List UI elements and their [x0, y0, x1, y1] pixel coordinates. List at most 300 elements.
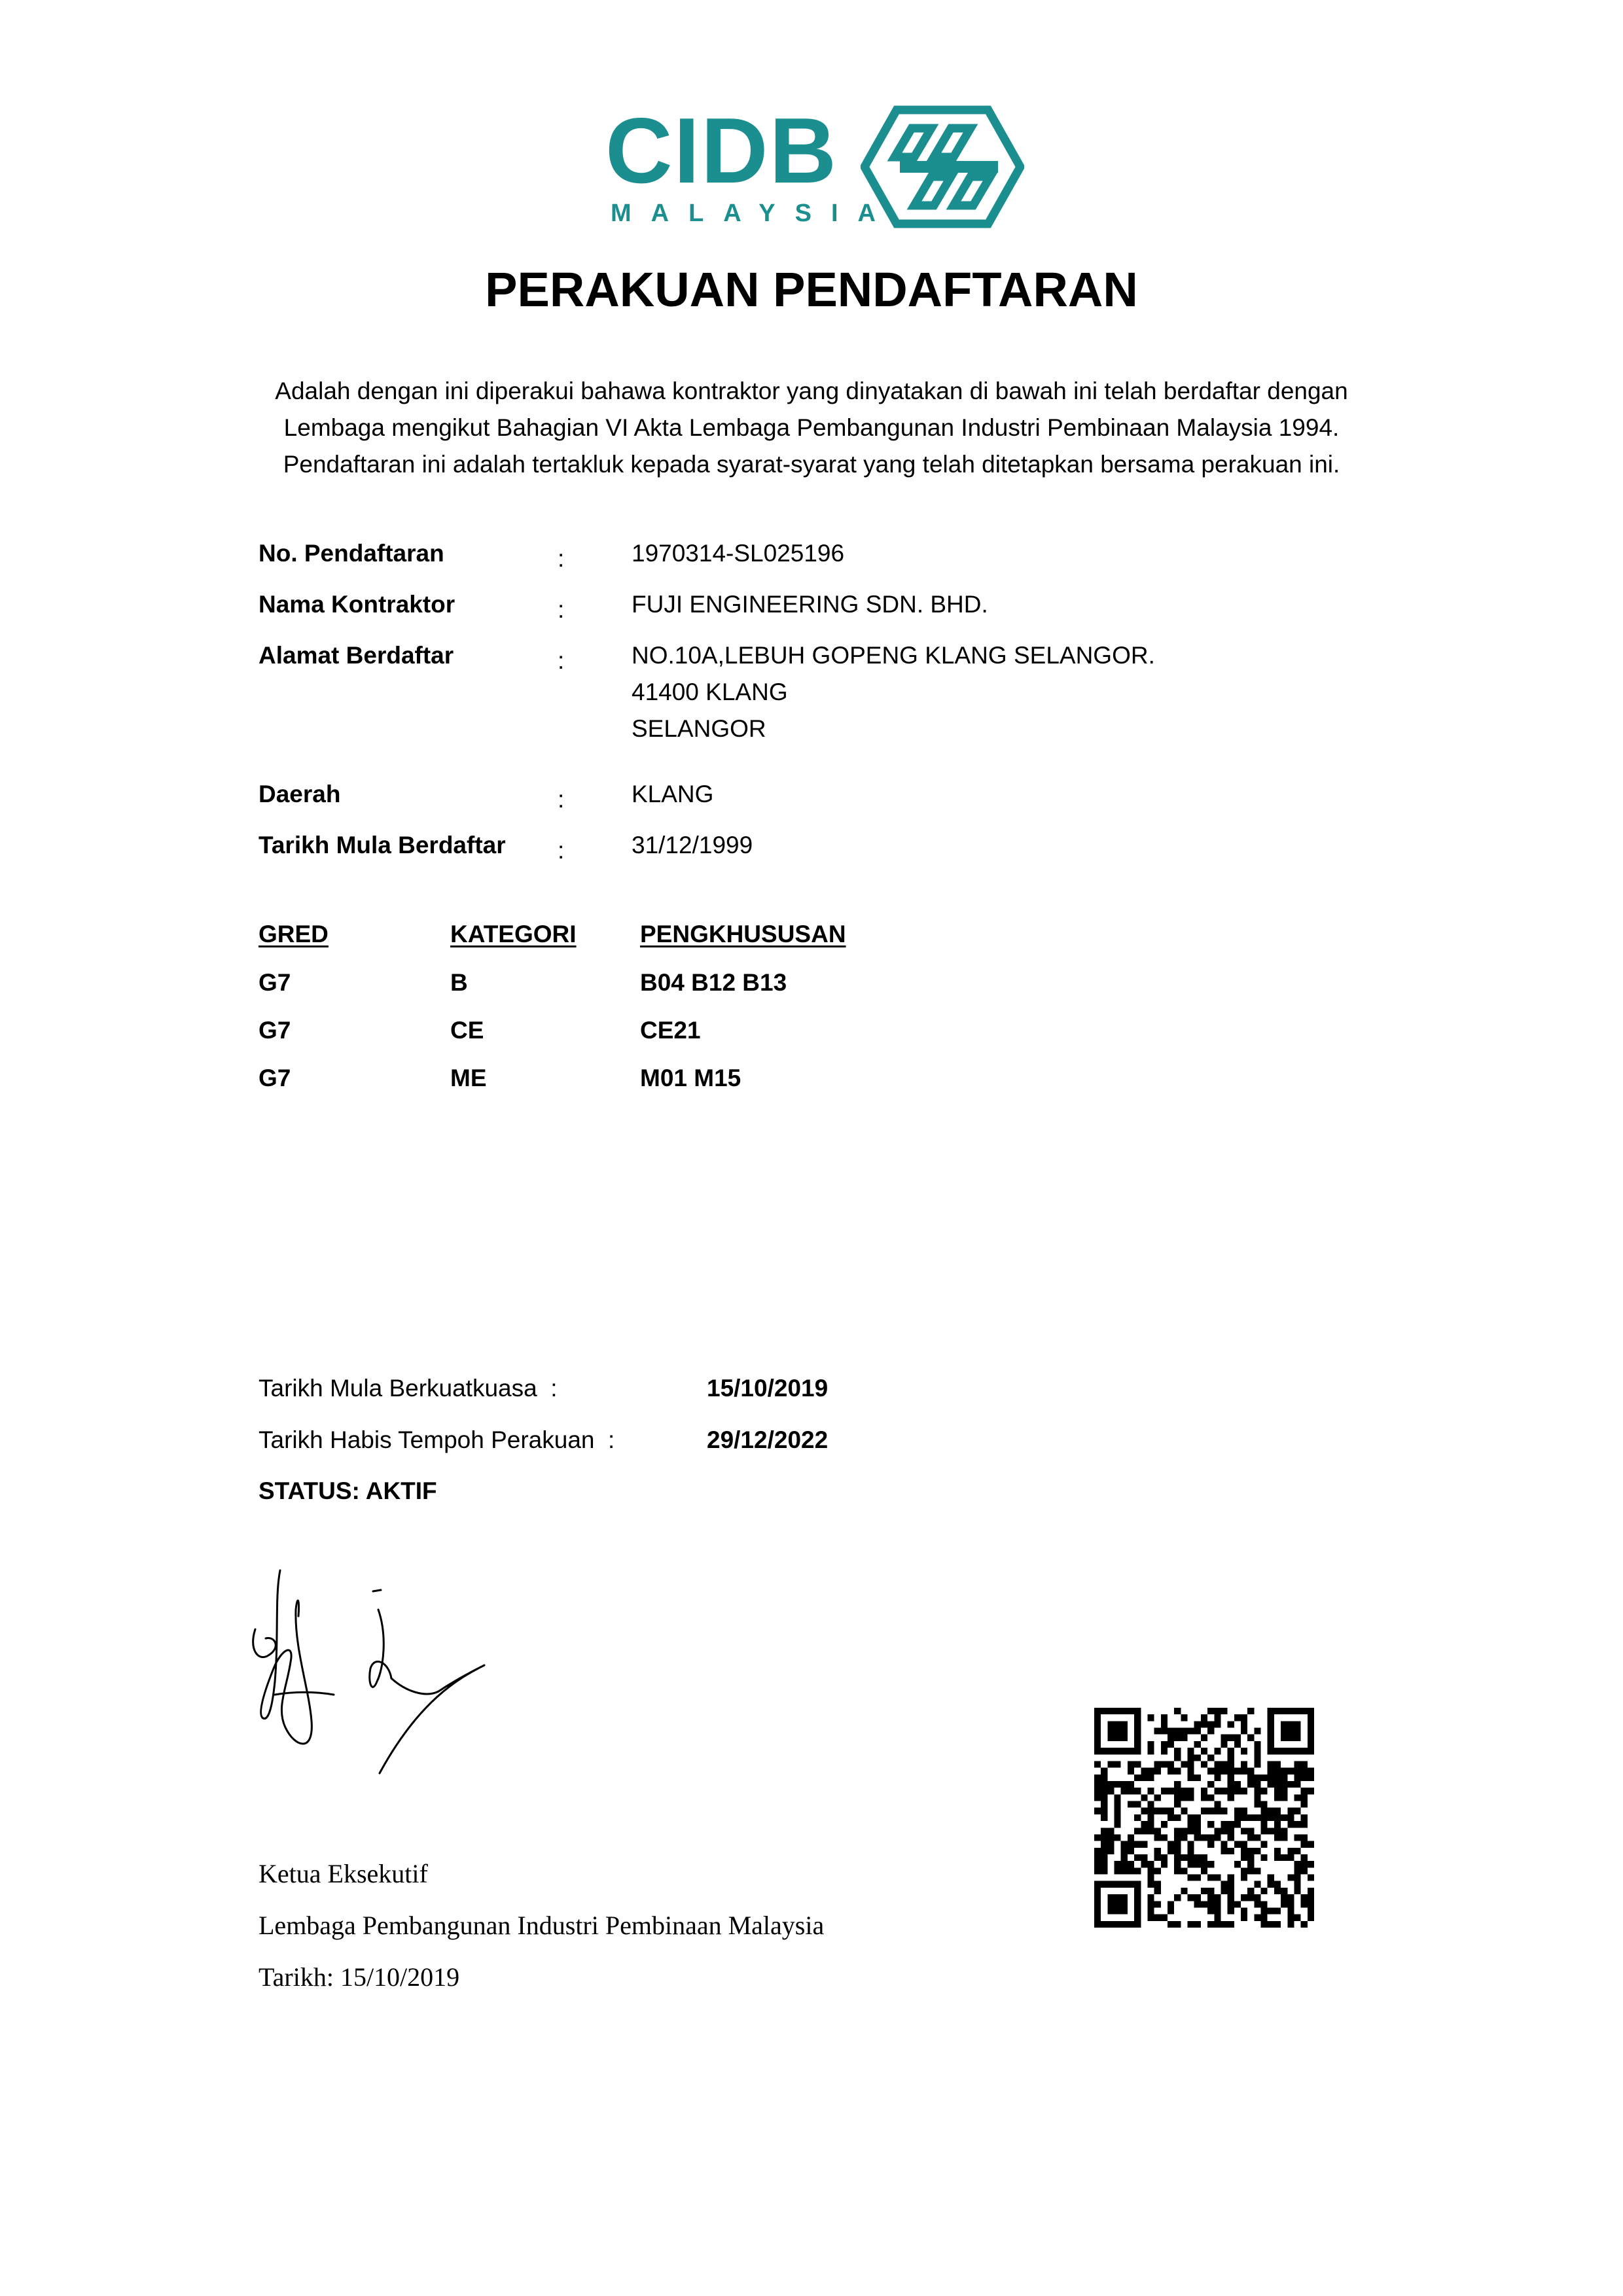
qr-module [1268, 1735, 1274, 1741]
qr-module [1294, 1881, 1300, 1888]
qr-module [1247, 1848, 1254, 1854]
qr-module [1101, 1768, 1107, 1775]
qr-module [1294, 1861, 1300, 1867]
qr-module [1115, 1801, 1121, 1808]
qr-module [1174, 1748, 1181, 1754]
qr-module [1121, 1861, 1128, 1867]
qr-module [1128, 1788, 1134, 1794]
qr-module [1181, 1714, 1187, 1721]
qr-module [1228, 1921, 1234, 1928]
qr-module [1147, 1861, 1154, 1867]
qr-module [1121, 1901, 1128, 1907]
qr-module [1247, 1735, 1254, 1741]
qr-module [1281, 1814, 1287, 1821]
qr-module [1174, 1728, 1181, 1735]
qr-module [1287, 1721, 1294, 1727]
qr-module [1094, 1728, 1101, 1735]
qr-module [1247, 1894, 1254, 1901]
qr-module [1254, 1848, 1260, 1854]
qr-module [1294, 1867, 1300, 1874]
qr-module [1228, 1748, 1234, 1754]
qr-module [1281, 1708, 1287, 1714]
qr-module [1281, 1781, 1287, 1788]
tarikh-habis-tempoh-value: 29/12/2022 [707, 1426, 829, 1453]
table-cell: CE21 [640, 1017, 701, 1044]
qr-module [1274, 1808, 1281, 1814]
qr-module [1274, 1794, 1281, 1801]
field-separator: : [558, 596, 565, 623]
qr-module [1214, 1828, 1221, 1834]
qr-module [1194, 1775, 1201, 1781]
qr-module [1281, 1854, 1287, 1861]
qr-module [1188, 1861, 1194, 1867]
qr-module [1281, 1894, 1287, 1901]
field-separator: : [558, 545, 565, 572]
qr-module [1287, 1708, 1294, 1714]
qr-module [1134, 1867, 1141, 1874]
qr-module [1281, 1735, 1287, 1741]
qr-module [1287, 1848, 1294, 1854]
qr-module [1254, 1867, 1260, 1874]
qr-module [1254, 1761, 1260, 1767]
qr-module [1094, 1775, 1101, 1781]
qr-module [1301, 1834, 1308, 1841]
qr-module [1154, 1834, 1161, 1841]
qr-module [1115, 1748, 1121, 1754]
qr-module [1201, 1854, 1207, 1861]
qr-module [1254, 1728, 1260, 1735]
qr-module [1201, 1794, 1207, 1801]
qr-module [1174, 1828, 1181, 1834]
qr-module [1094, 1867, 1101, 1874]
qr-module [1241, 1867, 1247, 1874]
qr-module [1274, 1788, 1281, 1794]
qr-module [1107, 1894, 1114, 1901]
qr-module [1268, 1808, 1274, 1814]
qr-module [1188, 1748, 1194, 1754]
qr-module [1247, 1781, 1254, 1788]
qr-module [1194, 1861, 1201, 1867]
qr-module [1287, 1875, 1294, 1881]
qr-module [1101, 1867, 1107, 1874]
qr-module [1194, 1901, 1201, 1907]
qr-module [1161, 1721, 1168, 1727]
qr-module [1268, 1728, 1274, 1735]
qr-module [1094, 1854, 1101, 1861]
qr-module [1174, 1708, 1181, 1714]
table-header-gred: GRED [259, 921, 329, 947]
qr-module [1128, 1881, 1134, 1888]
qr-module [1134, 1775, 1141, 1781]
qr-module [1207, 1781, 1214, 1788]
qr-module [1174, 1781, 1181, 1788]
qr-module [1301, 1861, 1308, 1867]
qr-module [1294, 1915, 1300, 1921]
qr-module [1194, 1854, 1201, 1861]
qr-module [1308, 1907, 1314, 1914]
qr-module [1287, 1814, 1294, 1821]
qr-module [1101, 1775, 1107, 1781]
qr-module [1241, 1841, 1247, 1848]
qr-module [1201, 1867, 1207, 1874]
qr-module [1254, 1788, 1260, 1794]
qr-module [1194, 1921, 1201, 1928]
qr-module [1207, 1721, 1214, 1727]
qr-module [1101, 1921, 1107, 1928]
qr-module [1268, 1814, 1274, 1821]
qr-module [1094, 1834, 1101, 1841]
qr-module [1128, 1768, 1134, 1775]
qr-module [1294, 1848, 1300, 1854]
qr-module [1287, 1808, 1294, 1814]
qr-code-icon [1094, 1708, 1314, 1928]
qr-module [1274, 1828, 1281, 1834]
qr-module [1181, 1834, 1187, 1841]
qr-module [1287, 1854, 1294, 1861]
qr-module [1274, 1881, 1281, 1888]
qr-module [1214, 1921, 1221, 1928]
qr-module [1221, 1708, 1227, 1714]
daerah-label: Daerah [259, 781, 341, 807]
qr-module [1254, 1748, 1260, 1754]
qr-module [1094, 1915, 1101, 1921]
qr-module [1194, 1834, 1201, 1841]
qr-module [1261, 1907, 1268, 1914]
qr-module [1207, 1894, 1214, 1901]
qr-module [1134, 1915, 1141, 1921]
qr-module [1128, 1781, 1134, 1788]
qr-module [1141, 1854, 1147, 1861]
qr-module [1134, 1828, 1141, 1834]
qr-module [1147, 1775, 1154, 1781]
qr-module [1294, 1834, 1300, 1841]
qr-module [1301, 1894, 1308, 1901]
qr-module [1168, 1788, 1174, 1794]
qr-module [1101, 1828, 1107, 1834]
qr-module [1161, 1834, 1168, 1841]
qr-module [1214, 1875, 1221, 1881]
qr-module [1294, 1781, 1300, 1788]
qr-module [1147, 1821, 1154, 1828]
status-text: STATUS: AKTIF [259, 1477, 437, 1504]
tarikh-mula-berkuatkuasa-label: Tarikh Mula Berkuatkuasa : [259, 1375, 558, 1402]
daerah-value: KLANG [632, 781, 714, 807]
qr-module [1254, 1915, 1260, 1921]
qr-module [1094, 1714, 1101, 1721]
qr-module [1154, 1808, 1161, 1814]
qr-module [1214, 1775, 1221, 1781]
logo-country-text: MALAYSIA [611, 200, 895, 227]
qr-module [1228, 1775, 1234, 1781]
qr-module [1134, 1907, 1141, 1914]
qr-module [1107, 1708, 1114, 1714]
alamat-line: SELANGOR [632, 715, 766, 742]
qr-module [1174, 1834, 1181, 1841]
qr-module [1274, 1907, 1281, 1914]
qr-module [1188, 1841, 1194, 1848]
qr-module [1221, 1888, 1227, 1894]
qr-module [1128, 1861, 1134, 1867]
qr-module [1141, 1828, 1147, 1834]
qr-module [1308, 1708, 1314, 1714]
qr-module [1101, 1801, 1107, 1808]
qr-module [1287, 1748, 1294, 1754]
qr-module [1121, 1708, 1128, 1714]
qr-module [1281, 1794, 1287, 1801]
qr-module [1294, 1728, 1300, 1735]
qr-module [1107, 1848, 1114, 1854]
qr-module [1308, 1728, 1314, 1735]
qr-module [1214, 1761, 1221, 1767]
qr-module [1168, 1728, 1174, 1735]
qr-module [1281, 1748, 1287, 1754]
qr-module [1294, 1708, 1300, 1714]
qr-module [1134, 1761, 1141, 1767]
qr-module [1294, 1721, 1300, 1727]
table-cell: CE [450, 1017, 484, 1044]
qr-module [1268, 1714, 1274, 1721]
qr-module [1254, 1894, 1260, 1901]
qr-module [1161, 1915, 1168, 1921]
qr-module [1168, 1768, 1174, 1775]
logo-brand-text: CIDB [605, 99, 838, 203]
qr-module [1221, 1921, 1227, 1928]
qr-module [1247, 1888, 1254, 1894]
qr-module [1174, 1867, 1181, 1874]
qr-module [1201, 1721, 1207, 1727]
qr-module [1241, 1915, 1247, 1921]
qr-module [1174, 1921, 1181, 1928]
qr-module [1094, 1781, 1101, 1788]
qr-module [1274, 1781, 1281, 1788]
tarikh-mula-berkuatkuasa-value: 15/10/2019 [707, 1375, 829, 1402]
alamat-value [632, 637, 1155, 747]
intro-line: Pendaftaran ini adalah tertakluk kepada syarat-syarat yang telah ditetapkan bersama perakuan ini. [283, 451, 1340, 478]
qr-module [1115, 1921, 1121, 1928]
qr-module [1268, 1921, 1274, 1928]
qr-module [1228, 1754, 1234, 1761]
qr-module [1094, 1721, 1101, 1727]
qr-module [1228, 1888, 1234, 1894]
qr-module [1228, 1907, 1234, 1914]
qr-module [1241, 1875, 1247, 1881]
qr-module [1281, 1721, 1287, 1727]
qr-module [1234, 1781, 1241, 1788]
qr-module [1268, 1875, 1274, 1881]
qr-module [1228, 1768, 1234, 1775]
qr-module [1094, 1848, 1101, 1854]
qr-module [1107, 1834, 1114, 1841]
qr-module [1214, 1748, 1221, 1754]
qr-module [1261, 1801, 1268, 1808]
qr-module [1147, 1748, 1154, 1754]
qr-module [1207, 1888, 1214, 1894]
qr-module [1147, 1808, 1154, 1814]
qr-module [1101, 1861, 1107, 1867]
qr-module [1254, 1781, 1260, 1788]
qr-module [1194, 1875, 1201, 1881]
qr-module [1261, 1854, 1268, 1861]
qr-module [1294, 1748, 1300, 1754]
qr-module [1128, 1867, 1134, 1874]
qr-module [1207, 1921, 1214, 1928]
qr-module [1274, 1854, 1281, 1861]
qr-module [1101, 1708, 1107, 1714]
qr-module [1115, 1808, 1121, 1814]
qr-module [1107, 1921, 1114, 1928]
qr-module [1268, 1781, 1274, 1788]
qr-module [1154, 1915, 1161, 1921]
qr-module [1115, 1894, 1121, 1901]
qr-module [1188, 1814, 1194, 1821]
signatory-title: Ketua Eksekutif [259, 1859, 428, 1888]
qr-module [1194, 1894, 1201, 1901]
qr-module [1154, 1888, 1161, 1894]
qr-module [1115, 1728, 1121, 1735]
qr-module [1228, 1794, 1234, 1801]
qr-module [1228, 1848, 1234, 1854]
qr-module [1181, 1867, 1187, 1874]
qr-module [1308, 1875, 1314, 1881]
qr-module [1147, 1828, 1154, 1834]
qr-module [1128, 1761, 1134, 1767]
qr-module [1268, 1741, 1274, 1748]
qr-module [1141, 1775, 1147, 1781]
qr-module [1234, 1861, 1241, 1867]
qr-module [1128, 1748, 1134, 1754]
qr-module [1281, 1888, 1287, 1894]
qr-module [1101, 1781, 1107, 1788]
qr-module [1228, 1788, 1234, 1794]
qr-module [1308, 1721, 1314, 1727]
qr-module [1241, 1907, 1247, 1914]
qr-module [1308, 1714, 1314, 1721]
qr-module [1301, 1921, 1308, 1928]
table-cell: B [450, 969, 468, 996]
qr-module [1134, 1741, 1141, 1748]
qr-module [1207, 1728, 1214, 1735]
qr-module [1221, 1735, 1227, 1741]
qr-module [1121, 1781, 1128, 1788]
qr-module [1154, 1728, 1161, 1735]
qr-module [1234, 1741, 1241, 1748]
qr-module [1228, 1821, 1234, 1828]
qr-module [1115, 1794, 1121, 1801]
qr-module [1194, 1721, 1201, 1727]
qr-module [1301, 1901, 1308, 1907]
qr-module [1128, 1834, 1134, 1841]
qr-module [1287, 1915, 1294, 1921]
qr-module [1201, 1761, 1207, 1767]
qr-module [1194, 1754, 1201, 1761]
qr-module [1101, 1808, 1107, 1814]
qr-module [1134, 1841, 1141, 1848]
qr-module [1128, 1848, 1134, 1854]
qr-module [1188, 1794, 1194, 1801]
qr-module [1121, 1854, 1128, 1861]
qr-module [1161, 1714, 1168, 1721]
qr-module [1287, 1894, 1294, 1901]
qr-module [1121, 1881, 1128, 1888]
qr-module [1254, 1775, 1260, 1781]
qr-module [1094, 1921, 1101, 1928]
qr-module [1308, 1788, 1314, 1794]
qr-module [1161, 1854, 1168, 1861]
qr-module [1174, 1788, 1181, 1794]
qr-module [1287, 1735, 1294, 1741]
qr-module [1094, 1888, 1101, 1894]
qr-module [1101, 1841, 1107, 1848]
qr-module [1107, 1788, 1114, 1794]
qr-module [1301, 1814, 1308, 1821]
qr-module [1201, 1808, 1207, 1814]
qr-module [1201, 1888, 1207, 1894]
qr-module [1141, 1841, 1147, 1848]
qr-module [1261, 1814, 1268, 1821]
qr-module [1194, 1728, 1201, 1735]
qr-module [1247, 1708, 1254, 1714]
table-cell: G7 [259, 1065, 291, 1091]
qr-module [1281, 1828, 1287, 1834]
qr-module [1101, 1748, 1107, 1754]
qr-module [1241, 1714, 1247, 1721]
qr-module [1101, 1881, 1107, 1888]
qr-module [1154, 1768, 1161, 1775]
qr-module [1168, 1848, 1174, 1854]
qr-module [1134, 1801, 1141, 1808]
qr-module [1268, 1907, 1274, 1914]
qr-module [1241, 1748, 1247, 1754]
qr-module [1188, 1768, 1194, 1775]
qr-module [1214, 1714, 1221, 1721]
qr-module [1154, 1867, 1161, 1874]
qr-module [1101, 1848, 1107, 1854]
qr-module [1301, 1801, 1308, 1808]
cidb-logo [605, 99, 1024, 229]
qr-module [1308, 1915, 1314, 1921]
intro-line: Adalah dengan ini diperakui bahawa kontraktor yang dinyatakan di bawah ini telah berdaftar dengan [275, 378, 1348, 404]
qr-module [1115, 1761, 1121, 1767]
qr-module [1281, 1775, 1287, 1781]
qr-module [1247, 1861, 1254, 1867]
qr-module [1294, 1768, 1300, 1775]
qr-module [1194, 1814, 1201, 1821]
qr-module [1101, 1814, 1107, 1821]
qr-module [1194, 1821, 1201, 1828]
qr-module [1121, 1921, 1128, 1928]
qr-module [1281, 1728, 1287, 1735]
qr-module [1254, 1741, 1260, 1748]
qr-module [1214, 1788, 1221, 1794]
qr-module [1268, 1881, 1274, 1888]
qr-module [1101, 1834, 1107, 1841]
qr-module [1207, 1808, 1214, 1814]
qr-module [1201, 1861, 1207, 1867]
qr-module [1101, 1788, 1107, 1794]
qr-module [1301, 1761, 1308, 1767]
qr-module [1301, 1788, 1308, 1794]
qr-module [1134, 1721, 1141, 1727]
qr-module [1308, 1901, 1314, 1907]
qr-module [1174, 1794, 1181, 1801]
qr-module [1154, 1848, 1161, 1854]
qr-module [1115, 1781, 1121, 1788]
qr-module [1228, 1894, 1234, 1901]
qr-module [1107, 1735, 1114, 1741]
qr-module [1234, 1768, 1241, 1775]
qr-module [1234, 1808, 1241, 1814]
qr-module [1294, 1775, 1300, 1781]
